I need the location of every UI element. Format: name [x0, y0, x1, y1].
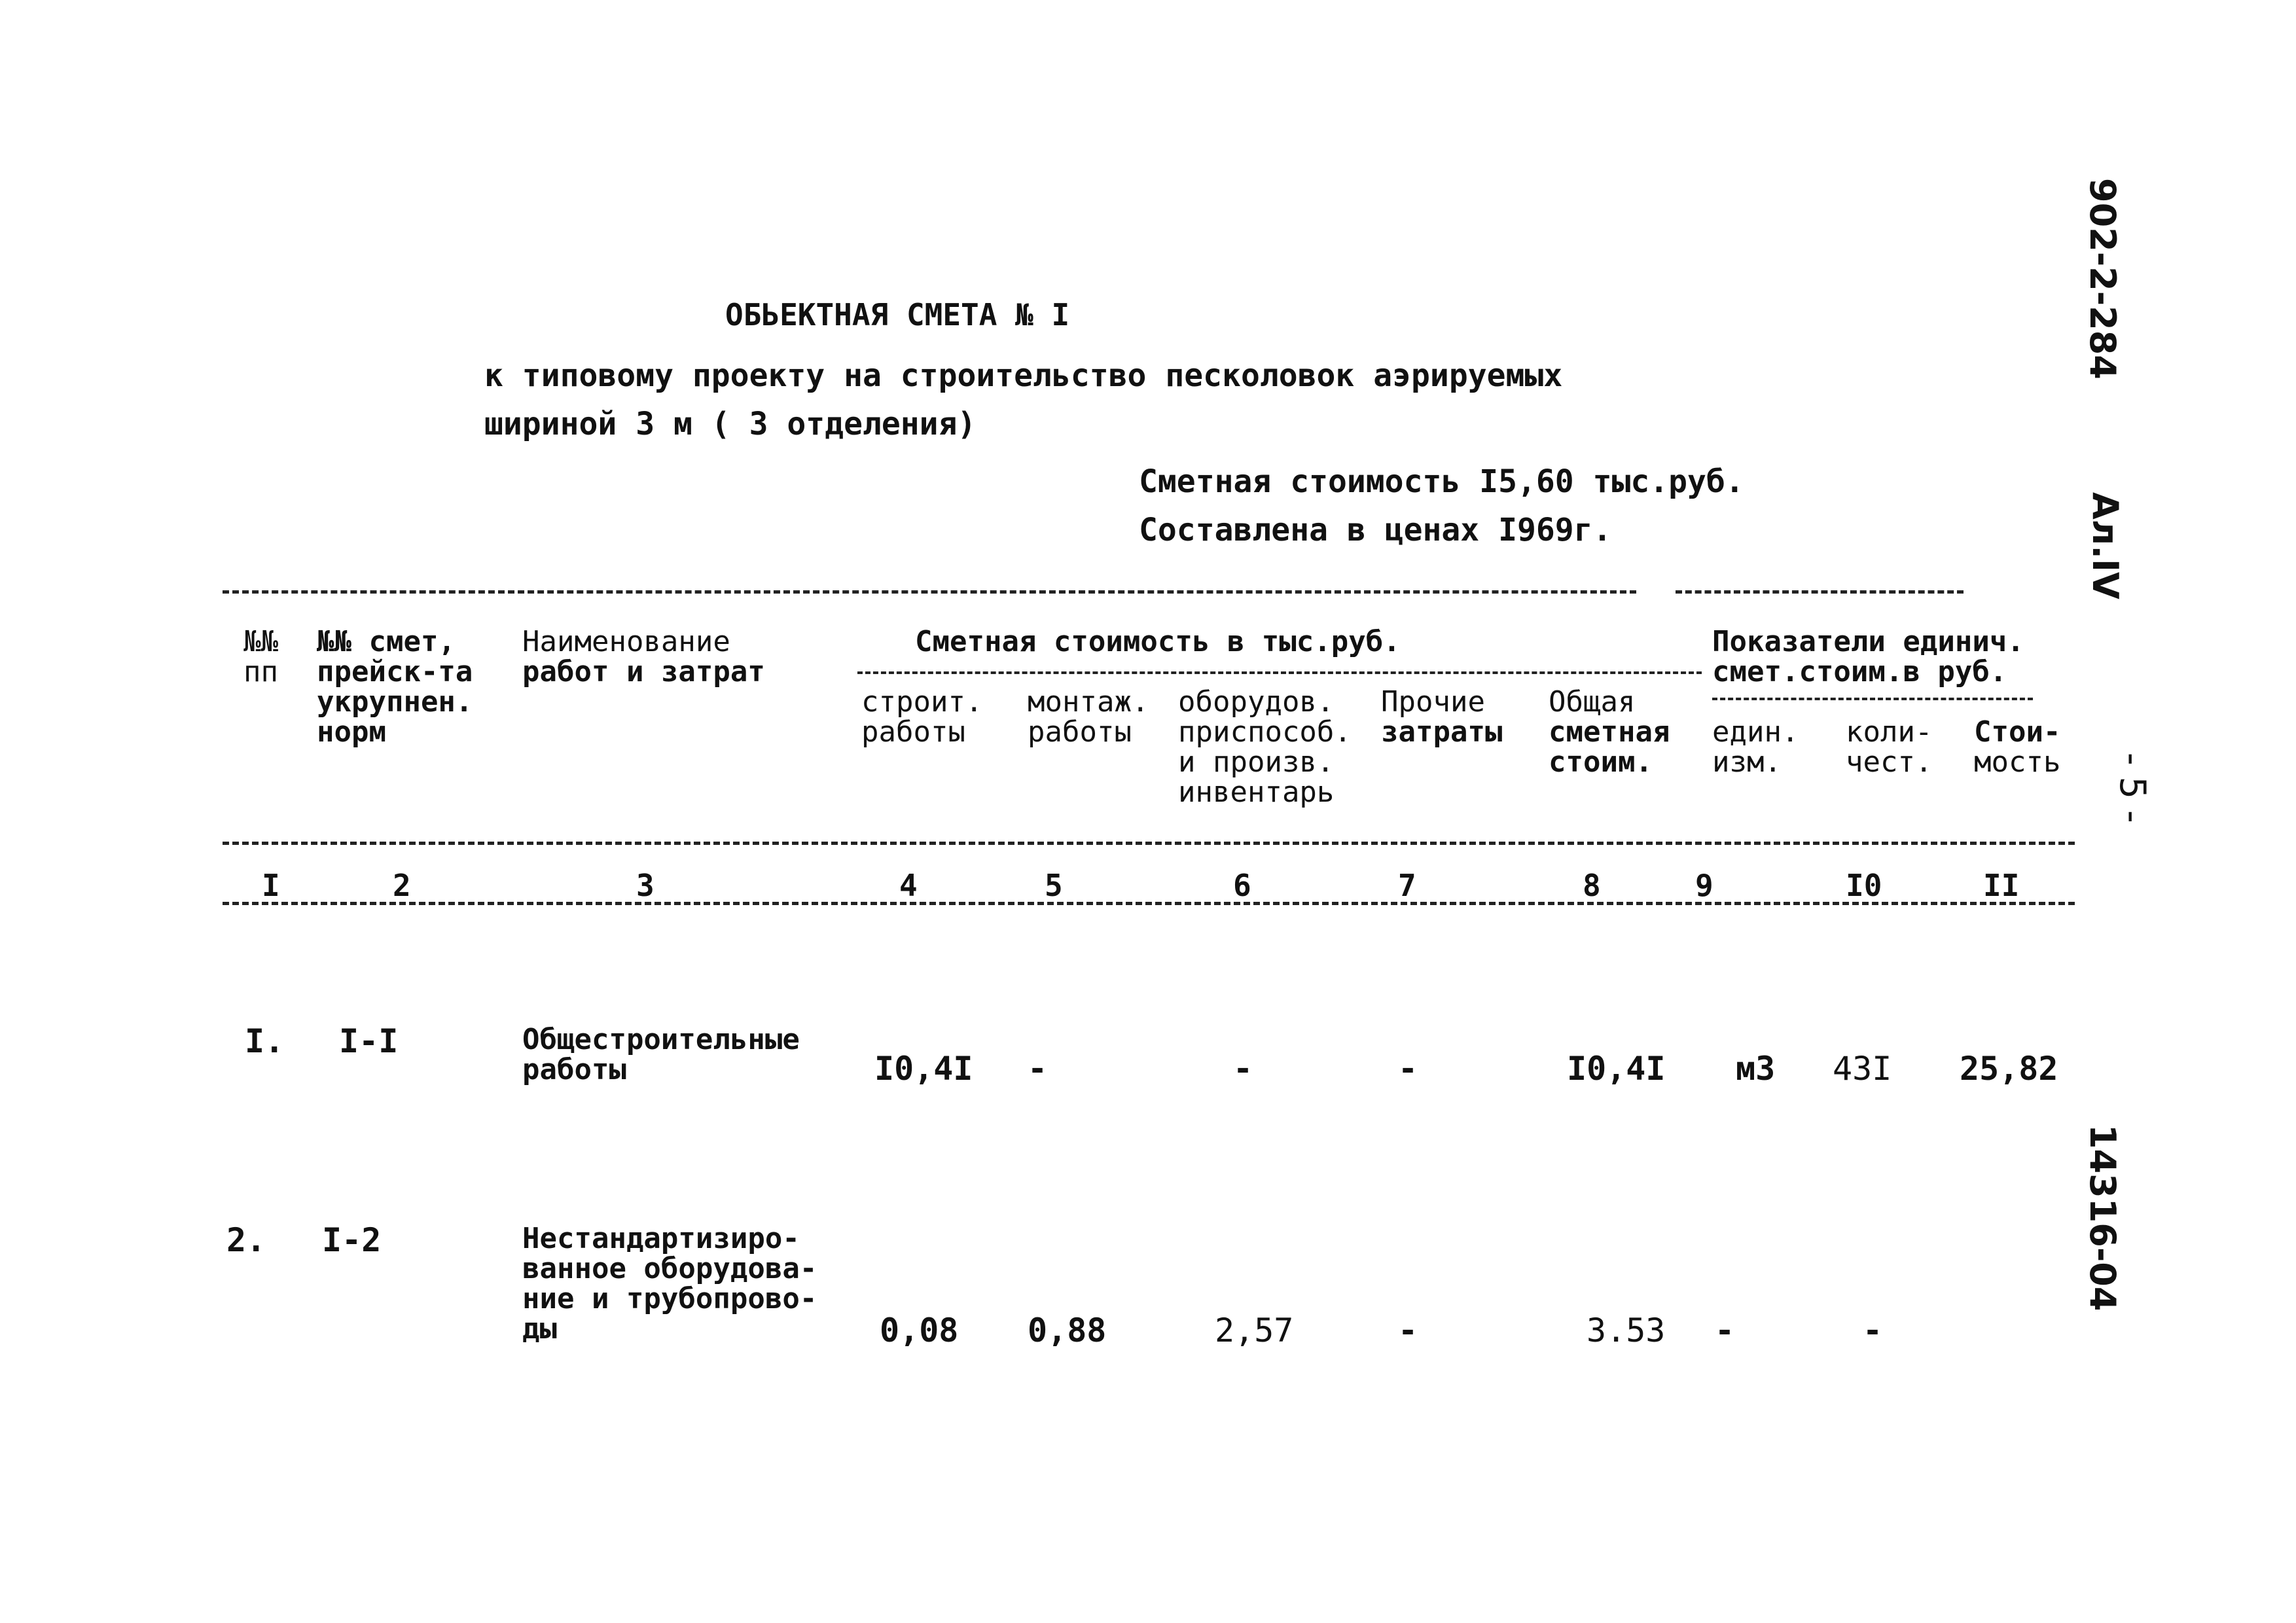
estimated-cost: Сметная стоимость I5,60 тыс.руб.: [1139, 463, 1744, 500]
column-number-6: 6: [1233, 868, 1251, 903]
row2-name-line3: ние и трубопрово-: [522, 1282, 817, 1315]
row1-name-line1: Общестроительные: [522, 1023, 800, 1056]
header-col10-line2: чест.: [1846, 745, 1933, 779]
header-unit-group-rule: [1712, 698, 2033, 700]
table-top-rule-right: [1676, 590, 1964, 594]
row1-name-line2: работы: [522, 1053, 626, 1086]
header-col8-line3: стоим.: [1549, 745, 1653, 779]
row2-quantity: -: [1863, 1311, 1883, 1349]
header-col6-line3: и произв.: [1178, 745, 1335, 779]
column-number-4: 4: [899, 868, 918, 903]
row2-name-line4: ды: [522, 1312, 557, 1346]
header-unit-group-line2: смет.стоим.в руб.: [1712, 655, 2007, 688]
header-col11-line1: Стои-: [1974, 715, 2061, 749]
row1-construction: I0,4I: [874, 1050, 973, 1088]
row2-code: I-2: [322, 1221, 382, 1259]
row1-quantity: 43I: [1833, 1050, 1892, 1088]
column-number-9: 9: [1695, 868, 1713, 903]
row2-unit: -: [1715, 1311, 1735, 1349]
row2-other: -: [1398, 1311, 1418, 1349]
header-col2-line4: норм: [317, 715, 386, 749]
column-number-7: 7: [1398, 868, 1416, 903]
header-col9-line1: един.: [1712, 715, 1799, 749]
header-col10-line1: коли-: [1846, 715, 1933, 749]
row1-unit: м3: [1736, 1050, 1776, 1088]
margin-inventory-number: 14316-04: [2082, 1124, 2123, 1311]
row1-other: -: [1398, 1050, 1418, 1088]
row2-construction: 0,08: [880, 1311, 959, 1349]
column-number-2: 2: [393, 868, 411, 903]
header-col2-line1: №№ смет,: [317, 625, 456, 658]
row2-number: 2.: [226, 1221, 266, 1259]
row2-installation: 0,88: [1028, 1311, 1107, 1349]
row2-name-line2: ванное оборудова-: [522, 1252, 817, 1285]
header-col1-line2: пп: [243, 655, 278, 688]
column-number-8: 8: [1583, 868, 1601, 903]
header-col6-line2: приспособ.: [1178, 715, 1352, 749]
margin-project-code: 902-2-284: [2082, 178, 2123, 380]
header-cost-group-rule: [857, 671, 1702, 674]
header-col4-line2: работы: [861, 715, 965, 749]
header-col5-line1: монтаж.: [1028, 685, 1149, 719]
row2-total: 3.53: [1587, 1311, 1666, 1349]
header-col3-line2: работ и затрат: [522, 655, 765, 688]
header-col8-line2: сметная: [1549, 715, 1670, 749]
row1-unit-cost: 25,82: [1960, 1050, 2058, 1088]
header-col6-line4: инвентарь: [1178, 776, 1335, 809]
column-number-3: 3: [636, 868, 655, 903]
margin-page-number: - 5 -: [2112, 753, 2153, 823]
row1-code: I-I: [339, 1022, 399, 1060]
header-col11-line2: мость: [1974, 745, 2061, 779]
column-number-11: II: [1983, 868, 2020, 903]
row1-total: I0,4I: [1567, 1050, 1666, 1088]
price-basis: Составлена в ценах I969г.: [1139, 512, 1612, 548]
subtitle-line-1: к типовому проекту на строительство песколовок аэрируемых: [484, 357, 1563, 394]
header-col5-line2: работы: [1028, 715, 1132, 749]
row1-number: I.: [245, 1022, 285, 1060]
header-bottom-rule: [223, 842, 2075, 845]
row2-equipment: 2,57: [1215, 1311, 1294, 1349]
header-col2-line3: укрупнен.: [317, 685, 473, 719]
header-col9-line2: изм.: [1712, 745, 1782, 779]
header-col1-line1: №№: [243, 625, 278, 658]
header-col3-line1: Наименование: [522, 625, 730, 658]
column-number-5: 5: [1045, 868, 1063, 903]
row1-equipment: -: [1233, 1050, 1253, 1088]
subtitle-line-2: шириной 3 м ( 3 отделения): [484, 406, 977, 442]
header-unit-group-line1: Показатели единич.: [1712, 625, 2024, 658]
document-title: ОБЬЕКТНАЯ СМЕТА № I: [725, 297, 1070, 332]
column-numbers-rule: [223, 902, 2075, 905]
header-col6-line1: оборудов.: [1178, 685, 1335, 719]
row2-name-line1: Нестандартизиро-: [522, 1222, 800, 1255]
header-col7-line1: Прочие: [1381, 685, 1485, 719]
header-cost-group: Сметная стоимость в тыс.руб.: [915, 625, 1401, 658]
header-col4-line1: строит.: [861, 685, 983, 719]
header-col2-line2: прейск-та: [317, 655, 473, 688]
table-top-rule: [223, 590, 1636, 594]
column-number-10: I0: [1846, 868, 1882, 903]
row1-installation: -: [1028, 1050, 1048, 1088]
margin-sheet-mark: Ал.IV: [2085, 492, 2126, 599]
header-col8-line1: Общая: [1549, 685, 1636, 719]
column-number-1: I: [262, 868, 280, 903]
header-col7-line2: затраты: [1381, 715, 1503, 749]
